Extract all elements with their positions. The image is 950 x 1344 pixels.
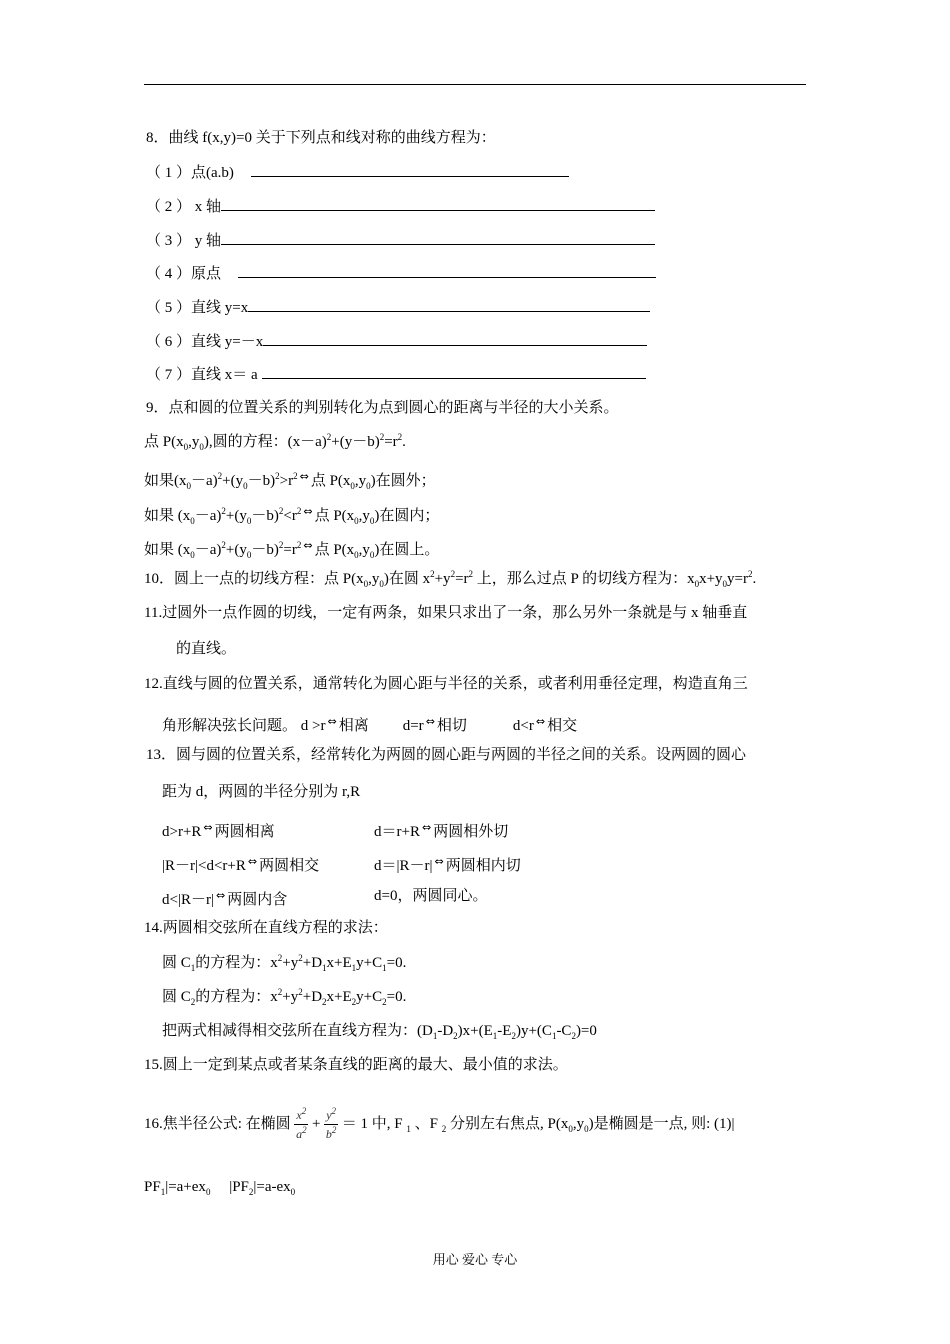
item8-option-3 xyxy=(146,230,655,251)
item8-option-4 xyxy=(146,263,656,284)
iff-icon: ⇔ xyxy=(421,821,432,834)
relation-external-tangent: d＝r+R ⇔ 两圆相外切 xyxy=(374,821,509,840)
answer-blank[interactable] xyxy=(248,297,650,312)
item11-line2: 的直线。 xyxy=(176,641,237,657)
iff-icon: ⇔ xyxy=(247,855,258,868)
item12-line2: 角形解决弦长问题。 d >r ⇔ 相离 d=r ⇔ 相切 d<r ⇔ 相交 xyxy=(162,715,578,734)
option-label: （ 3 ） y 轴 xyxy=(146,233,222,249)
chord-line-equation: 把两式相减得相交弦所在直线方程为：$(D_1-D_2)x+(E_1-E_2)y+(C_1-C_2)=0$ xyxy=(162,1023,597,1041)
item13-line2: 距为 d，两圆的半径分别为 r,R xyxy=(162,784,361,800)
relation-separate: d>r+R ⇔ 两圆相离 xyxy=(162,821,275,840)
answer-blank[interactable] xyxy=(238,263,656,278)
item14-title: 14.两圆相交弦所在直线方程的求法： xyxy=(144,920,388,936)
circle-equation: 点 $P(x_0,y_0)$,圆的方程：$(x-a)^2+(y-b)^2=r^2$. xyxy=(144,432,406,452)
answer-blank[interactable] xyxy=(221,196,655,211)
item10-text: 10．圆上一点的切线方程：点 $P(x_0,y_0)$在圆 $x^2+y^2=r^2$ 上，那么过点 P 的切线方程为：$x_0x+y_0y=r^2$. xyxy=(144,569,757,589)
item8-option-1 xyxy=(146,162,569,183)
iff-icon: ⇔ xyxy=(303,539,313,552)
fraction-y2-b2: $\frac{y^2}{b^2}$ xyxy=(325,1106,337,1142)
relation-internal-tangent: d＝|R－r| ⇔ 两圆相内切 xyxy=(374,855,521,874)
answer-blank[interactable] xyxy=(263,331,647,346)
circle-c2-equation: 圆 $C_2$的方程为：$x^2+y^2+D_2x+E_2y+C_2=0$. xyxy=(162,987,407,1007)
iff-icon: ⇔ xyxy=(303,505,313,518)
answer-blank[interactable] xyxy=(251,162,569,177)
iff-icon: ⇔ xyxy=(215,889,226,902)
option-label: （ 2 ） x 轴 xyxy=(146,199,222,215)
focal-radius-formula: $PF_1|=a+ex_0$ $|PF_2|=a-ex_0$ xyxy=(144,1179,296,1197)
relation-intersect: |R－r|<d<r+R ⇔ 两圆相交 xyxy=(162,855,320,874)
iff-icon: ⇔ xyxy=(299,470,309,483)
fraction-x2-a2: $\frac{x^2}{a^2}$ xyxy=(296,1106,307,1142)
header-rule xyxy=(144,84,806,85)
relation-contained: d<|R－r| ⇔ 两圆内含 xyxy=(162,889,288,908)
item8-option-7 xyxy=(146,364,646,385)
option-label: （ 7 ）直线 x＝ a xyxy=(146,367,258,383)
option-label: （ 6 ）直线 y=－x xyxy=(146,334,264,350)
option-label: （ 4 ）原点 xyxy=(146,266,222,282)
item9-title: 9．点和圆的位置关系的判别转化为点到圆心的距离与半径的大小关系。 xyxy=(146,400,619,416)
page-footer: 用心 爱心 专心 xyxy=(432,1252,518,1267)
relation-concentric: d=0，两圆同心。 xyxy=(374,888,488,904)
item8-option-6 xyxy=(146,331,647,352)
item12-line1: 12.直线与圆的位置关系，通常转化为圆心距与半径的关系，或者利用垂径定理，构造直角三 xyxy=(144,676,748,692)
item16-line1: 16.焦半径公式: 在椭圆 $\frac{x^2}{a^2}$ + $\frac{y^2}{b^2}$ ＝ 1 中, F $_1$ 、F $_2$ 分别左右焦点, $P(x_0,y_0)$是椭圆是一点, 则: (1)| xyxy=(144,1106,735,1142)
answer-blank[interactable] xyxy=(262,364,646,379)
item15-text: 15.圆上一定到某点或者某条直线的距离的最大、最小值的求法。 xyxy=(144,1057,568,1073)
iff-icon: ⇔ xyxy=(327,715,337,728)
condition-on: 如果 $(x_0-a)^2+(y_0-b)^2=r^2$ ⇔ 点 $P(x_0,y_0)$在圆上。 xyxy=(144,539,440,560)
condition-inside: 如果 $(x_0-a)^2+(y_0-b)^2<r^2$ ⇔ 点 $P(x_0,y_0)$在圆内； xyxy=(144,505,440,526)
circle-c1-equation: 圆 $C_1$的方程为：$x^2+y^2+D_1x+E_1y+C_1=0$. xyxy=(162,953,407,973)
answer-blank[interactable] xyxy=(221,230,655,245)
item8-option-2 xyxy=(146,196,655,217)
iff-icon: ⇔ xyxy=(434,855,444,868)
option-label: （ 5 ）直线 y=x xyxy=(146,300,249,316)
item8-title: 8．曲线 f(x,y)=0 关于下列点和线对称的曲线方程为： xyxy=(146,130,496,146)
iff-icon: ⇔ xyxy=(203,821,213,834)
item13-line1: 13．圆与圆的位置关系，经常转化为两圆的圆心距与两圆的半径之间的关系。设两圆的圆心 xyxy=(146,747,747,763)
item11-line1: 11.过圆外一点作圆的切线，一定有两条，如果只求出了一条，那么另外一条就是与 x 轴垂直 xyxy=(144,605,748,621)
option-label: （ 1 ）点(a.b) xyxy=(146,165,234,181)
item8-option-5 xyxy=(146,297,650,318)
iff-icon: ⇔ xyxy=(535,715,546,728)
iff-icon: ⇔ xyxy=(425,715,435,728)
condition-outside: 如果$(x_0-a)^2+(y_0-b)^2>r^2$ ⇔ 点 $P(x_0,y_0)$在圆外； xyxy=(144,470,436,491)
